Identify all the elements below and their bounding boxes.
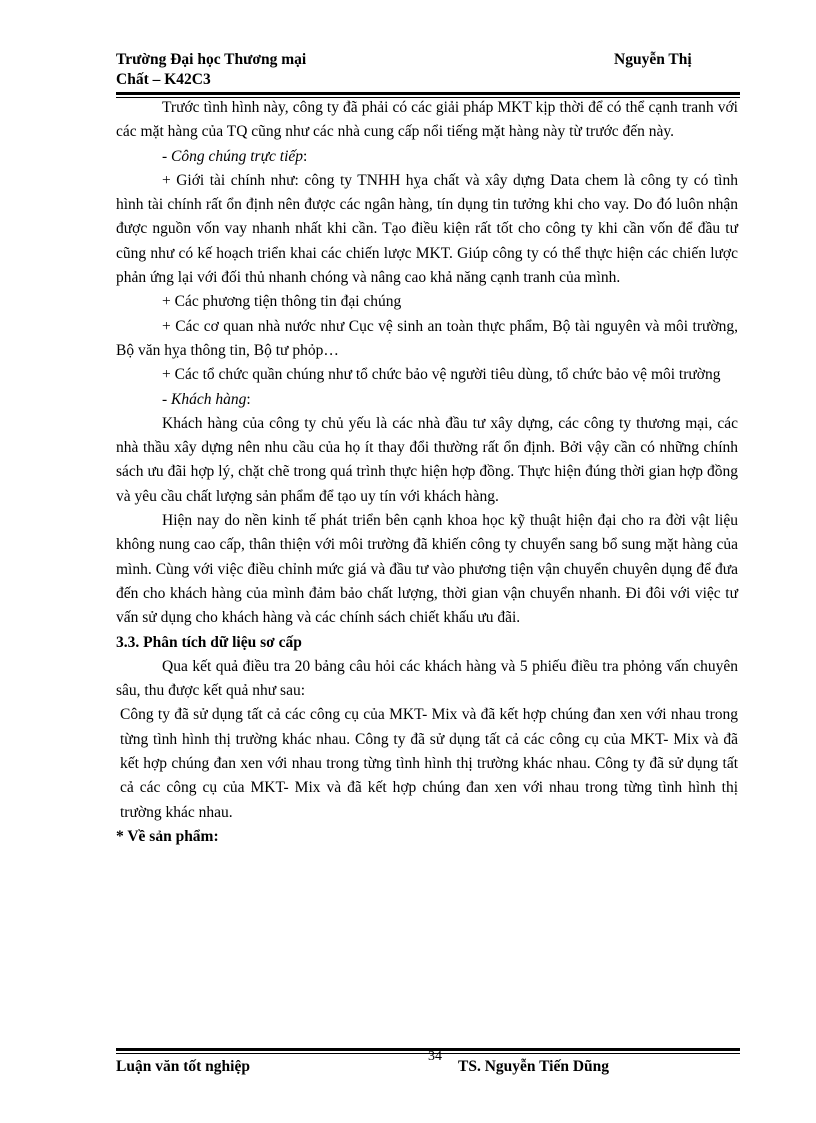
page-header: [116, 50, 740, 90]
header-university-line2: Chất – K42C3: [116, 71, 211, 88]
public-label-line: [116, 145, 738, 169]
header-author: Nguyễn Thị: [614, 51, 692, 68]
public-label-colon: :: [303, 147, 308, 165]
header-rule-thick: [116, 92, 740, 95]
public-label: - Công chúng trực tiếp: [162, 147, 304, 165]
paragraph-survey: Qua kết quả điều tra 20 bảng câu hỏi các khách hàng và 5 phiếu điều tra phỏng vấn chuyên sâu, thu được kết quả như sau:: [116, 657, 738, 700]
customer-label-line: [116, 388, 738, 412]
header-university: [116, 50, 306, 90]
paragraph-government: + Các cơ quan nhà nước như Cục vệ sinh an toàn thực phẩm, Bộ tài nguyên và môi trường, Bộ văn hỵa thông tin, Bộ tư phỏp…: [116, 317, 738, 359]
product-heading: * Về sản phẩm:: [116, 827, 219, 845]
customer-label: - Khách hàng: [162, 390, 247, 408]
page-body: [116, 96, 738, 849]
paragraph-mkt-mix: Công ty đã sử dụng tất cả các công cụ của MKT- Mix và đã kết hợp chúng đan xen với nhau trong từng tình hình thị trường khác nhau. Công ty đã sử dụng tất cả các công cụ của MKT- Mix và đã kết hợp chúng đan xen với nhau trong từng tình hình thị trường khác nhau. Công ty đã sử dụng tất cả các công cụ của MKT- Mix và đã kết hợp chúng đan xen với nhau trong từng tình hình thị trường khác nhau.: [120, 706, 738, 821]
paragraph-finance: + Giới tài chính như: công ty TNHH hỵa chất và xây dựng Data chem là công ty có tình hình tài chính rất ổn định nên được các ngân hàng, tín dụng tin tưởng khi cho vay. Do đó luôn nhận được nguồn vốn vay nhanh nhất khi cần. Tạo điều kiện rất tốt cho công ty khi cần vốn để đầu tư cũng như có kế hoạch triển khai các chiến lược MKT. Giúp công ty có thể thực hiện các chiến lược phản ứng lại với đối thủ nhanh chóng và nâng cao khả năng cạnh tranh của mình.: [116, 171, 738, 287]
page-number: 34: [428, 1049, 442, 1064]
paragraph-economy: Hiện nay do nền kinh tế phát triển bên cạnh khoa học kỹ thuật hiện đại cho ra đời vật liệu không nung cao cấp, thân thiện với môi trường đã khiến công ty chuyển sang bổ sung mặt hàng của mình. Cùng với việc điều chỉnh mức giá và đầu tư vào phương tiện vận chuyển chuyên dụng để đưa đến cho khách hàng của mình đảm bảo chất lượng, thời gian vận chuyển nhanh. Đi đôi với việc tư vấn sử dụng cho khách hàng và các chính sách chiết khấu ưu đãi.: [116, 512, 738, 627]
footer-supervisor: TS. Nguyễn Tiến Dũng: [458, 1058, 610, 1075]
customer-label-colon: :: [246, 390, 251, 408]
paragraph-media: + Các phương tiện thông tin đại chúng: [162, 293, 402, 311]
footer-thesis-label: Luận văn tốt nghiệp: [116, 1058, 250, 1075]
paragraph-situation: Trước tình hình này, công ty đã phải có các giải pháp MKT kịp thời để có thể cạnh tranh với các mặt hàng của TQ cũng như các nhà cung cấp nổi tiếng mặt hàng này từ trước đến này.: [116, 99, 738, 141]
section-heading: 3.3. Phân tích dữ liệu sơ cấp: [116, 633, 302, 651]
header-university-line1: Trường Đại học Thương mại: [116, 51, 307, 68]
paragraph-organizations: + Các tổ chức quần chúng như tổ chức bảo vệ người tiêu dùng, tổ chức bảo vệ môi trường: [162, 366, 721, 384]
paragraph-customers: Khách hàng của công ty chủ yếu là các nhà đầu tư xây dựng, các công ty thương mại, các nhà thầu xây dựng nên nhu cầu của họ ít thay đổi thường rất ổn định. Bởi vậy cần có những chính sách ưu đãi hợp lý, chặt chẽ trong quá trình thực hiện hợp đồng. Thực hiện đúng thời gian hợp đồng và yêu cầu chất lượng sản phẩm để tạo uy tín với khách hàng.: [116, 414, 738, 505]
